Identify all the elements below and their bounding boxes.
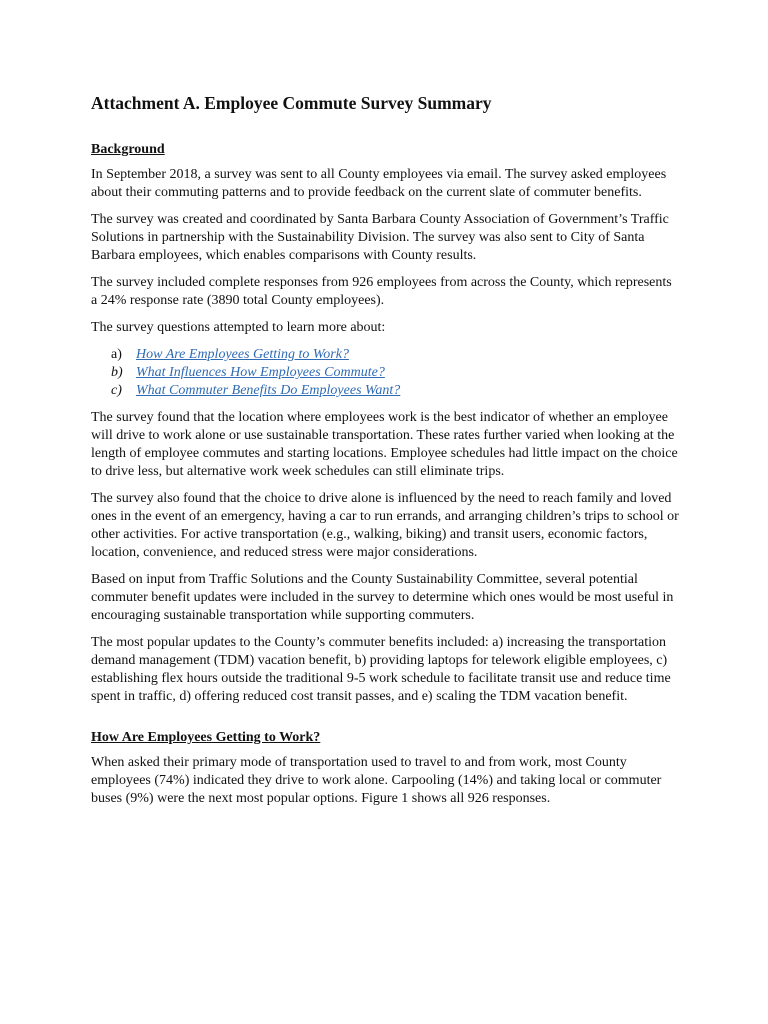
question-link-getting-to-work[interactable]: How Are Employees Getting to Work? <box>136 347 349 362</box>
section-spacer <box>91 715 681 729</box>
background-paragraph-2: The survey was created and coordinated by Santa Barbara County Association of Government’s Traffic Solutions in partnership with the Sustainability Division. The survey was also sent to City of Santa Barbara employees, which enables comparisons with County results. <box>91 212 669 263</box>
question-link-benefits[interactable]: What Commuter Benefits Do Employees Want? <box>136 383 401 398</box>
list-item <box>91 346 681 364</box>
section2-heading: How Are Employees Getting to Work? <box>91 730 321 745</box>
question-link-influences[interactable]: What Influences How Employees Commute? <box>136 365 385 380</box>
document-title: Attachment A. Employee Commute Survey Summary <box>91 93 492 113</box>
background-paragraph-4: The survey questions attempted to learn more about: <box>91 320 386 335</box>
background-paragraph-1: In September 2018, a survey was sent to all County employees via email. The survey asked employees about their commuting patterns and to provide feedback on the current slate of commuter benefits. <box>91 167 667 200</box>
list-marker: c) <box>111 383 122 398</box>
survey-questions-list <box>91 346 681 400</box>
findings-paragraph-3: Based on input from Traffic Solutions and the County Sustainability Committee, several potential commuter benefit updates were included in the survey to determine which ones would be most useful in encouraging sustainable transportation while supporting commuters. <box>91 572 674 623</box>
list-item <box>91 364 681 382</box>
background-heading: Background <box>91 142 165 157</box>
list-marker: a) <box>111 347 122 362</box>
document-page <box>91 92 681 817</box>
findings-paragraph-2: The survey also found that the choice to drive alone is influenced by the need to reach family and loved ones in the event of an emergency, having a car to run errands, and arranging children’s trips to school or other activities. For active transportation (e.g., walking, biking) and transit users, economic factors, location, convenience, and reduced stress were major considerations. <box>91 491 679 560</box>
findings-paragraph-4: The most popular updates to the County’s commuter benefits included: a) increasing the transportation demand management (TDM) vacation benefit, b) providing laptops for telework eligible employees, c) establishing flex hours outside the traditional 9-5 work schedule to facilitate transit use and reduce time spent in traffic, d) offering reduced cost transit passes, and e) scaling the TDM vacation benefit. <box>91 635 671 704</box>
findings-paragraph-1: The survey found that the location where employees work is the best indicator of whether an employee will drive to work alone or use sustainable transportation. These rates further varied when looking at the length of employee commutes and starting locations. Employee schedules had little impact on the choice to drive less, but alternative work week schedules can still eliminate trips. <box>91 410 678 479</box>
list-marker: b) <box>111 365 123 380</box>
section2-paragraph: When asked their primary mode of transportation used to travel to and from work, most County employees (74%) indicated they drive to work alone. Carpooling (14%) and taking local or commuter buses (9%) were the next most popular options. Figure 1 shows all 926 responses. <box>91 755 662 806</box>
background-paragraph-3: The survey included complete responses from 926 employees from across the County, which represents a 24% response rate (3890 total County employees). <box>91 275 672 308</box>
list-item <box>91 382 681 400</box>
